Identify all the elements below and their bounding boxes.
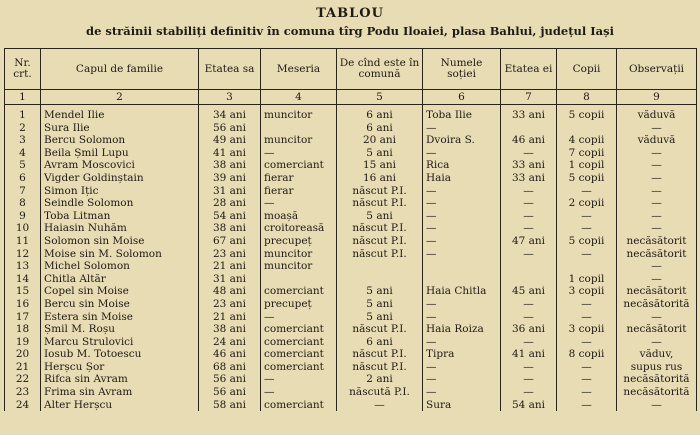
occupation-cell: — bbox=[261, 386, 337, 399]
children-cell: — bbox=[557, 185, 617, 198]
wife-name-cell: — bbox=[423, 210, 501, 223]
row-number-cell: 15 bbox=[5, 285, 41, 298]
occupation-cell: moașă bbox=[261, 210, 337, 223]
age-cell: 68 ani bbox=[199, 361, 261, 374]
wife-name-cell: — bbox=[423, 298, 501, 311]
observations-cell: — bbox=[617, 311, 697, 324]
row-number-cell: 20 bbox=[5, 348, 41, 361]
row-number-cell: 9 bbox=[5, 210, 41, 223]
residence-since-cell: născut P.I. bbox=[337, 222, 423, 235]
table-row bbox=[5, 361, 697, 374]
residence-since-cell: născut P.I. bbox=[337, 323, 423, 336]
occupation-cell: fierar bbox=[261, 185, 337, 198]
observations-cell: văduvă bbox=[617, 105, 697, 122]
occupation-cell bbox=[261, 122, 337, 135]
wife-name-cell: Toba Ilie bbox=[423, 105, 501, 122]
observations-cell: necăsătorită bbox=[617, 298, 697, 311]
wife-name-cell: — bbox=[423, 235, 501, 248]
wife-age-cell: 46 ani bbox=[501, 134, 557, 147]
row-number-cell: 24 bbox=[5, 399, 41, 412]
occupation-cell: comerciant bbox=[261, 323, 337, 336]
wife-age-cell bbox=[501, 273, 557, 286]
children-cell: — bbox=[557, 361, 617, 374]
family-head-cell: Frima sin Avram bbox=[41, 386, 199, 399]
residence-since-cell: 5 ani bbox=[337, 311, 423, 324]
table-row bbox=[5, 235, 697, 248]
residence-since-cell: născut P.I. bbox=[337, 361, 423, 374]
wife-age-cell: — bbox=[501, 386, 557, 399]
children-cell bbox=[557, 122, 617, 135]
residence-since-cell: 6 ani bbox=[337, 105, 423, 122]
row-number-cell: 11 bbox=[5, 235, 41, 248]
children-cell bbox=[557, 260, 617, 273]
family-head-cell: Estera sin Moise bbox=[41, 311, 199, 324]
occupation-cell: — bbox=[261, 197, 337, 210]
header-cell: Nr. crt. bbox=[5, 49, 41, 90]
wife-age-cell: 41 ani bbox=[501, 348, 557, 361]
occupation-cell: muncitor bbox=[261, 248, 337, 261]
children-cell: — bbox=[557, 386, 617, 399]
wife-age-cell: — bbox=[501, 311, 557, 324]
row-number-cell: 7 bbox=[5, 185, 41, 198]
family-head-cell: Haiasin Nuhăm bbox=[41, 222, 199, 235]
observations-cell: necăsătorit bbox=[617, 285, 697, 298]
observations-cell: supus rus bbox=[617, 361, 697, 374]
children-cell: — bbox=[557, 248, 617, 261]
row-number-cell: 1 bbox=[5, 105, 41, 122]
table-row bbox=[5, 399, 697, 412]
occupation-cell: muncitor bbox=[261, 134, 337, 147]
occupation-cell: comerciant bbox=[261, 399, 337, 412]
wife-age-cell: 36 ani bbox=[501, 323, 557, 336]
wife-name-cell: — bbox=[423, 197, 501, 210]
row-number-cell: 22 bbox=[5, 373, 41, 386]
residence-since-cell: 15 ani bbox=[337, 159, 423, 172]
wife-age-cell: 33 ani bbox=[501, 172, 557, 185]
residence-since-cell: — bbox=[337, 399, 423, 412]
residence-since-cell: născut P.I. bbox=[337, 248, 423, 261]
observations-cell: necăsătorită bbox=[617, 386, 697, 399]
age-cell: 31 ani bbox=[199, 273, 261, 286]
age-cell: 46 ani bbox=[199, 348, 261, 361]
residence-since-cell: născut P.I. bbox=[337, 185, 423, 198]
age-cell: 39 ani bbox=[199, 172, 261, 185]
table-row bbox=[5, 105, 697, 122]
age-cell: 24 ani bbox=[199, 336, 261, 349]
age-cell: 58 ani bbox=[199, 399, 261, 412]
row-number-cell: 6 bbox=[5, 172, 41, 185]
observations-cell: necăsătorit bbox=[617, 248, 697, 261]
row-number-cell: 21 bbox=[5, 361, 41, 374]
age-cell: 28 ani bbox=[199, 197, 261, 210]
header-cell: Observații bbox=[617, 49, 697, 90]
residence-since-cell: 5 ani bbox=[337, 285, 423, 298]
family-head-cell: Seindle Solomon bbox=[41, 197, 199, 210]
age-cell: 31 ani bbox=[199, 185, 261, 198]
age-cell: 56 ani bbox=[199, 373, 261, 386]
family-head-cell: Șmil M. Roșu bbox=[41, 323, 199, 336]
table-row bbox=[5, 323, 697, 336]
age-cell: 67 ani bbox=[199, 235, 261, 248]
header-cell: Etatea ei bbox=[501, 49, 557, 90]
row-number-cell: 2 bbox=[5, 122, 41, 135]
column-number: 3 bbox=[199, 90, 261, 105]
wife-age-cell bbox=[501, 260, 557, 273]
header-cell: Meseria bbox=[261, 49, 337, 90]
table-row bbox=[5, 386, 697, 399]
table-row bbox=[5, 336, 697, 349]
children-cell: — bbox=[557, 336, 617, 349]
wife-name-cell: Tipra bbox=[423, 348, 501, 361]
wife-name-cell: — bbox=[423, 361, 501, 374]
family-head-cell: Vigder Goldinștain bbox=[41, 172, 199, 185]
observations-cell: — bbox=[617, 210, 697, 223]
age-cell: 49 ani bbox=[199, 134, 261, 147]
age-cell: 41 ani bbox=[199, 147, 261, 160]
table-row bbox=[5, 122, 697, 135]
column-number: 7 bbox=[501, 90, 557, 105]
family-head-cell: Herșcu Șor bbox=[41, 361, 199, 374]
residence-since-cell bbox=[337, 260, 423, 273]
wife-age-cell: 33 ani bbox=[501, 159, 557, 172]
row-number-cell: 19 bbox=[5, 336, 41, 349]
row-number-cell: 4 bbox=[5, 147, 41, 160]
wife-name-cell bbox=[423, 260, 501, 273]
document-subtitle: de străinii stabiliți definitiv în comuna tîrg Podu Iloaiei, plasa Bahlui, județul Iași bbox=[86, 24, 614, 38]
family-head-cell: Rifca sin Avram bbox=[41, 373, 199, 386]
wife-name-cell: Sura bbox=[423, 399, 501, 412]
observations-cell: necăsătorit bbox=[617, 323, 697, 336]
occupation-cell: precupeț bbox=[261, 298, 337, 311]
observations-cell: — bbox=[617, 122, 697, 135]
wife-name-cell: Haia bbox=[423, 172, 501, 185]
column-number: 9 bbox=[617, 90, 697, 105]
wife-age-cell: 47 ani bbox=[501, 235, 557, 248]
residence-since-cell: 5 ani bbox=[337, 210, 423, 223]
occupation-cell: fierar bbox=[261, 172, 337, 185]
row-number-cell: 23 bbox=[5, 386, 41, 399]
residence-since-cell: 5 ani bbox=[337, 147, 423, 160]
observations-cell: — bbox=[617, 336, 697, 349]
table-row bbox=[5, 147, 697, 160]
residence-since-cell: născut P.I. bbox=[337, 235, 423, 248]
document-title: TABLOU bbox=[316, 6, 384, 21]
observations-cell: — bbox=[617, 185, 697, 198]
row-number-cell: 3 bbox=[5, 134, 41, 147]
occupation-cell: precupeț bbox=[261, 235, 337, 248]
age-cell: 38 ani bbox=[199, 222, 261, 235]
wife-age-cell: — bbox=[501, 373, 557, 386]
column-number: 1 bbox=[5, 90, 41, 105]
row-number-cell: 5 bbox=[5, 159, 41, 172]
occupation-cell: — bbox=[261, 147, 337, 160]
observations-cell: — bbox=[617, 399, 697, 412]
wife-name-cell: — bbox=[423, 185, 501, 198]
column-number: 8 bbox=[557, 90, 617, 105]
observations-cell: necăsătorită bbox=[617, 373, 697, 386]
occupation-cell bbox=[261, 273, 337, 286]
table-row bbox=[5, 260, 697, 273]
children-cell: 1 copil bbox=[557, 273, 617, 286]
wife-age-cell: — bbox=[501, 197, 557, 210]
children-cell: 2 copii bbox=[557, 197, 617, 210]
children-cell: — bbox=[557, 210, 617, 223]
children-cell: 4 copii bbox=[557, 134, 617, 147]
wife-name-cell: — bbox=[423, 147, 501, 160]
residence-since-cell: 2 ani bbox=[337, 373, 423, 386]
occupation-cell: — bbox=[261, 373, 337, 386]
column-number: 2 bbox=[41, 90, 199, 105]
occupation-cell: comerciant bbox=[261, 361, 337, 374]
family-head-cell: Marcu Strulovici bbox=[41, 336, 199, 349]
family-head-cell: Simon Ițic bbox=[41, 185, 199, 198]
family-head-cell: Moise sin M. Solomon bbox=[41, 248, 199, 261]
family-head-cell: Toba Litman bbox=[41, 210, 199, 223]
family-head-cell: Michel Solomon bbox=[41, 260, 199, 273]
row-number-cell: 13 bbox=[5, 260, 41, 273]
table-row bbox=[5, 248, 697, 261]
column-number: 4 bbox=[261, 90, 337, 105]
observations-cell: văduv, bbox=[617, 348, 697, 361]
children-cell: 5 copii bbox=[557, 172, 617, 185]
wife-age-cell bbox=[501, 122, 557, 135]
children-cell: — bbox=[557, 222, 617, 235]
children-cell: — bbox=[557, 311, 617, 324]
occupation-cell: comerciant bbox=[261, 348, 337, 361]
wife-age-cell: — bbox=[501, 147, 557, 160]
children-cell: 7 copii bbox=[557, 147, 617, 160]
residence-since-cell: născut P.I. bbox=[337, 197, 423, 210]
wife-age-cell: 33 ani bbox=[501, 105, 557, 122]
wife-name-cell: Haia Roiza bbox=[423, 323, 501, 336]
table-row bbox=[5, 134, 697, 147]
occupation-cell: comerciant bbox=[261, 336, 337, 349]
column-number: 5 bbox=[337, 90, 423, 105]
wife-name-cell: — bbox=[423, 122, 501, 135]
register-table bbox=[4, 48, 697, 411]
table-row bbox=[5, 172, 697, 185]
occupation-cell: croitoreasă bbox=[261, 222, 337, 235]
age-cell: 48 ani bbox=[199, 285, 261, 298]
row-number-cell: 12 bbox=[5, 248, 41, 261]
wife-name-cell: Rica bbox=[423, 159, 501, 172]
children-cell: 3 copii bbox=[557, 323, 617, 336]
observations-cell: — bbox=[617, 172, 697, 185]
column-number: 6 bbox=[423, 90, 501, 105]
age-cell: 34 ani bbox=[199, 105, 261, 122]
residence-since-cell: născută P.I. bbox=[337, 386, 423, 399]
age-cell: 54 ani bbox=[199, 210, 261, 223]
occupation-cell: muncitor bbox=[261, 105, 337, 122]
residence-since-cell: 5 ani bbox=[337, 298, 423, 311]
row-number-cell: 16 bbox=[5, 298, 41, 311]
table-row bbox=[5, 285, 697, 298]
wife-age-cell: — bbox=[501, 185, 557, 198]
table-row bbox=[5, 311, 697, 324]
observations-cell: — bbox=[617, 273, 697, 286]
children-cell: 1 copil bbox=[557, 159, 617, 172]
residence-since-cell: 6 ani bbox=[337, 122, 423, 135]
children-cell: 8 copii bbox=[557, 348, 617, 361]
age-cell: 38 ani bbox=[199, 323, 261, 336]
family-head-cell: Avram Moscovici bbox=[41, 159, 199, 172]
occupation-cell: comerciant bbox=[261, 285, 337, 298]
wife-age-cell: — bbox=[501, 210, 557, 223]
header-cell: Etatea sa bbox=[199, 49, 261, 90]
children-cell: 5 copii bbox=[557, 105, 617, 122]
age-cell: 21 ani bbox=[199, 311, 261, 324]
observations-cell: — bbox=[617, 260, 697, 273]
table-row bbox=[5, 185, 697, 198]
table-row bbox=[5, 210, 697, 223]
occupation-cell: — bbox=[261, 311, 337, 324]
age-cell: 38 ani bbox=[199, 159, 261, 172]
wife-age-cell: 54 ani bbox=[501, 399, 557, 412]
wife-name-cell: — bbox=[423, 311, 501, 324]
observations-cell: văduvă bbox=[617, 134, 697, 147]
wife-name-cell: — bbox=[423, 222, 501, 235]
wife-age-cell: 45 ani bbox=[501, 285, 557, 298]
family-head-cell: Copel sin Moise bbox=[41, 285, 199, 298]
header-row bbox=[5, 49, 697, 90]
residence-since-cell: 6 ani bbox=[337, 336, 423, 349]
wife-age-cell: — bbox=[501, 248, 557, 261]
header-cell: Copii bbox=[557, 49, 617, 90]
wife-name-cell: — bbox=[423, 386, 501, 399]
wife-name-cell bbox=[423, 273, 501, 286]
children-cell: — bbox=[557, 399, 617, 412]
residence-since-cell: 16 ani bbox=[337, 172, 423, 185]
wife-name-cell: Dvoira S. bbox=[423, 134, 501, 147]
residence-since-cell bbox=[337, 273, 423, 286]
occupation-cell: comerciant bbox=[261, 159, 337, 172]
row-number-cell: 18 bbox=[5, 323, 41, 336]
children-cell: 5 copii bbox=[557, 235, 617, 248]
residence-since-cell: născut P.I. bbox=[337, 348, 423, 361]
family-head-cell: Iosub M. Totoescu bbox=[41, 348, 199, 361]
observations-cell: necăsătorit bbox=[617, 235, 697, 248]
wife-age-cell: — bbox=[501, 336, 557, 349]
residence-since-cell: 20 ani bbox=[337, 134, 423, 147]
observations-cell: — bbox=[617, 197, 697, 210]
wife-age-cell: — bbox=[501, 361, 557, 374]
header-cell: De cînd este în comună bbox=[337, 49, 423, 90]
children-cell: — bbox=[557, 298, 617, 311]
wife-name-cell: Haia Chitla bbox=[423, 285, 501, 298]
children-cell: — bbox=[557, 373, 617, 386]
observations-cell: — bbox=[617, 222, 697, 235]
header-cell: Numele soției bbox=[423, 49, 501, 90]
row-number-cell: 8 bbox=[5, 197, 41, 210]
family-head-cell: Solomon sin Moise bbox=[41, 235, 199, 248]
table-row bbox=[5, 222, 697, 235]
age-cell: 23 ani bbox=[199, 298, 261, 311]
table-row bbox=[5, 159, 697, 172]
row-number-cell: 10 bbox=[5, 222, 41, 235]
table-row bbox=[5, 298, 697, 311]
wife-age-cell: — bbox=[501, 298, 557, 311]
age-cell: 56 ani bbox=[199, 386, 261, 399]
family-head-cell: Chitla Altăr bbox=[41, 273, 199, 286]
table-row bbox=[5, 197, 697, 210]
table-row bbox=[5, 348, 697, 361]
family-head-cell: Sura Ilie bbox=[41, 122, 199, 135]
row-number-cell: 14 bbox=[5, 273, 41, 286]
table-row bbox=[5, 373, 697, 386]
row-number-cell: 17 bbox=[5, 311, 41, 324]
age-cell: 23 ani bbox=[199, 248, 261, 261]
family-head-cell: Bercu sin Moise bbox=[41, 298, 199, 311]
family-head-cell: Bercu Solomon bbox=[41, 134, 199, 147]
wife-name-cell: — bbox=[423, 373, 501, 386]
header-cell: Capul de familie bbox=[41, 49, 199, 90]
age-cell: 56 ani bbox=[199, 122, 261, 135]
observations-cell: — bbox=[617, 159, 697, 172]
family-head-cell: Alter Herșcu bbox=[41, 399, 199, 412]
age-cell: 21 ani bbox=[199, 260, 261, 273]
family-head-cell: Mendel Ilie bbox=[41, 105, 199, 122]
children-cell: 3 copii bbox=[557, 285, 617, 298]
wife-name-cell: — bbox=[423, 336, 501, 349]
wife-name-cell: — bbox=[423, 248, 501, 261]
observations-cell: — bbox=[617, 147, 697, 160]
column-number-row bbox=[5, 90, 697, 105]
occupation-cell: muncitor bbox=[261, 260, 337, 273]
table-row bbox=[5, 273, 697, 286]
table-body bbox=[5, 105, 697, 412]
family-head-cell: Beila Șmil Lupu bbox=[41, 147, 199, 160]
wife-age-cell: — bbox=[501, 222, 557, 235]
